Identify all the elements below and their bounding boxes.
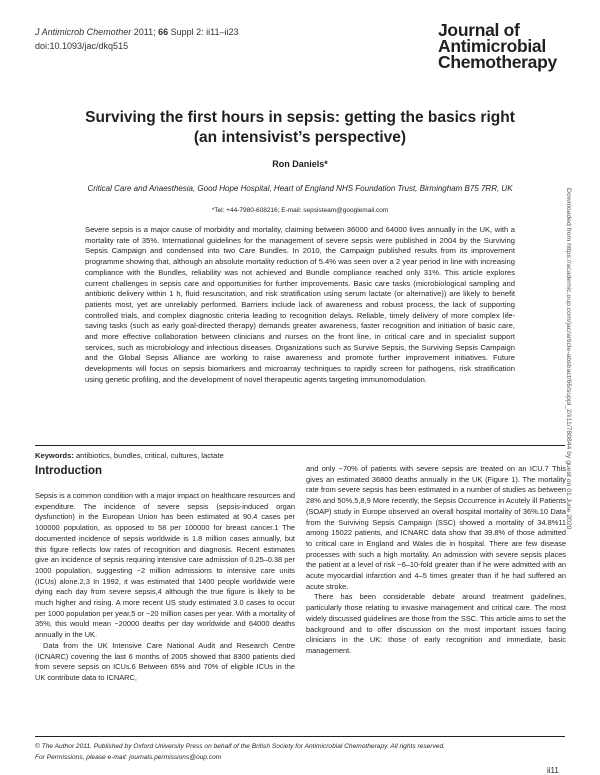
keywords	[35, 451, 224, 460]
affiliation: Critical Care and Anaesthesia, Good Hope Hospital, Heart of England NHS Foundation Trust, Birmingham B75 7RR, UK	[87, 184, 513, 193]
keywords-label: Keywords:	[35, 451, 74, 460]
page-number: ii11	[547, 766, 559, 775]
divider	[35, 736, 565, 737]
divider	[35, 445, 565, 446]
contact-info: *Tel: +44-7980-608216; E-mail: sepsisteam@googlemail.com	[211, 207, 389, 214]
paragraph: Data from the UK Intensive Care National Audit and Research Centre (ICNARC) covering the last 6 months of 2005 showed that 8300 patients died from severe sepsis on ICUs.6 Between 65% and 70% of eligible ICUs in the UK contribute data to ICNARC,	[35, 640, 295, 682]
keywords-list: antibiotics, bundles, critical, cultures, lactate	[73, 451, 224, 460]
body-column-left	[35, 491, 295, 684]
journal-name-line: Journal of	[438, 20, 520, 40]
title-line-2: (an intensivist’s perspective)	[193, 129, 407, 146]
paragraph: and only ~70% of patients with severe sepsis are treated on an ICU.7 This gives an estimated 36800 deaths annually in the UK (Figure 1). The mortality rate from severe sepsis has been estimated in a number of studies as between 28% and 50%.5,8,9 More recently, the Sepsis Occurrence in Acutely ill Patients (SOAP) study in Europe observed an overall hospital mortality of 36%.10 Data from the Surviving Sepsis Campaign (SSC) showed a mortality of 34.8%11 among 15022 patients, and ICNARC data show that 39.8% of those admitted to critical care in England and Wales die in hospital. There are few disease processes with such a high mortality. An admission with severe sepsis places the patient at a level of risk ~6–10-fold greater than if he were admitted with an acute myocardial infarction and 4–5 times greater than if he had suffered an acute stroke.	[306, 464, 566, 591]
citation-year: 2011;	[133, 27, 159, 37]
journal-name-line: Chemotherapy	[438, 52, 557, 72]
article-title	[0, 108, 600, 148]
citation-pages: Suppl 2: ii11–ii23	[168, 27, 239, 37]
citation	[35, 25, 238, 53]
paragraph: There has been considerable debate around treatment guidelines, particularly those relating to invasive management and critical care. The most widely discussed guidelines are those from the SSC. This article aims to set the background and to offer discussion on the most important issues facing clinicians in the UK: those of early recognition and immediate, basic management.	[306, 592, 566, 655]
copyright-footer	[35, 741, 445, 763]
download-watermark: Downloaded from https://academic.oup.com/jac/article-abstract/66/suppl_2/ii11/780844 by guest on 01 June 2020	[565, 188, 572, 530]
title-line-1: Surviving the first hours in sepsis: getting the basics right	[85, 109, 515, 126]
copyright: © The Author 2011. Published by Oxford University Press on behalf of the British Society for Antimicrobial Chemotherapy. All rights reserved.	[35, 743, 445, 750]
paragraph: Sepsis is a common condition with a major impact on healthcare resources and expenditure. The incidence of severe sepsis (sepsis-induced organ dysfunction) in the European Union has been estimated at 90.4 cases per 100000 population, as opposed to 58 per 100000 for breast cancer.1 The documented incidence of sepsis worldwide is 1.8 million cases annually, but this figure reflects low rates of recognition and diagnosis. Recent estimates give an incidence of sepsis requiring intensive care admission of 0.25–0.38 per 1000 population, suggesting ~2 million admissions to intensive care units (ICUs) alone.2,3 In 1992, it was estimated that 1400 people worldwide were dying each day from severe sepsis,4 although the true figure is likely to be much higher and rising. A more recent US study estimated 3.0 cases to occur per 1000 population per year,5 or ~20 million cases per year. With a mortality of 35%, this would mean ~20000 deaths per day worldwide and 64000 deaths annually in the UK.	[35, 491, 295, 640]
citation-journal: J Antimicrob Chemother	[35, 27, 132, 37]
body-column-right	[306, 464, 566, 657]
section-heading: Introduction	[35, 465, 103, 477]
journal-logo	[438, 22, 557, 70]
citation-volume: 66	[158, 27, 169, 37]
journal-name-line: Antimicrobial	[438, 36, 546, 56]
doi: doi:10.1093/jac/dkq515	[35, 41, 129, 51]
author: Ron Daniels*	[272, 159, 328, 169]
permissions: For Permissions, please e-mail: journals.permissions@oup.com	[35, 754, 222, 761]
abstract: Severe sepsis is a major cause of morbidity and mortality, claiming between 36000 and 64000 lives annually in the UK, with a mortality rate of 35%. International guidelines for the management of severe sepsis were published in 2004 by the Surviving Sepsis Campaign and condensed into two Care Bundles. In 2010, the Campaign published results from its improvement programme showing that, although an absolute mortality reduction of 5.4% was seen over a 2 year period in line with increasing compliance with the Bundles, reliability was not achieved and Bundle compliance reached only 31%. This article explores current challenges in sepsis care and opportunities for further improvements. Basic care tasks (microbiological sampling and antibiotic delivery within 1 h, fluid resuscitation, and risk stratification using serum lactate (or alternative)) are likely to benefit patients most, yet are unreliably performed. Barriers include lack of awareness and robust process, the lack of supporting controlled trials, and complex diagnostic criteria leading to recognition delays. Reliable, timely delivery of more complex life-saving tasks (such as early goal-directed therapy) demands greater awareness, faster recognition and initiation of basic care, and more effective collaboration between clinicians and nurses on the front line, in critical care and in specialist support services, such as microbiology and infectious diseases. Organizations such as Survive Sepsis, the Surviving Sepsis Campaign and the Global Sepsis Alliance are working to raise awareness and promote further improvement initiatives. Future developments will focus on sepsis biomarkers and microarray techniques to rapidly screen for pathogens, risk stratification using genetic profiling, and the development of novel therapeutic agents targeting immunomodulation.	[85, 225, 515, 384]
